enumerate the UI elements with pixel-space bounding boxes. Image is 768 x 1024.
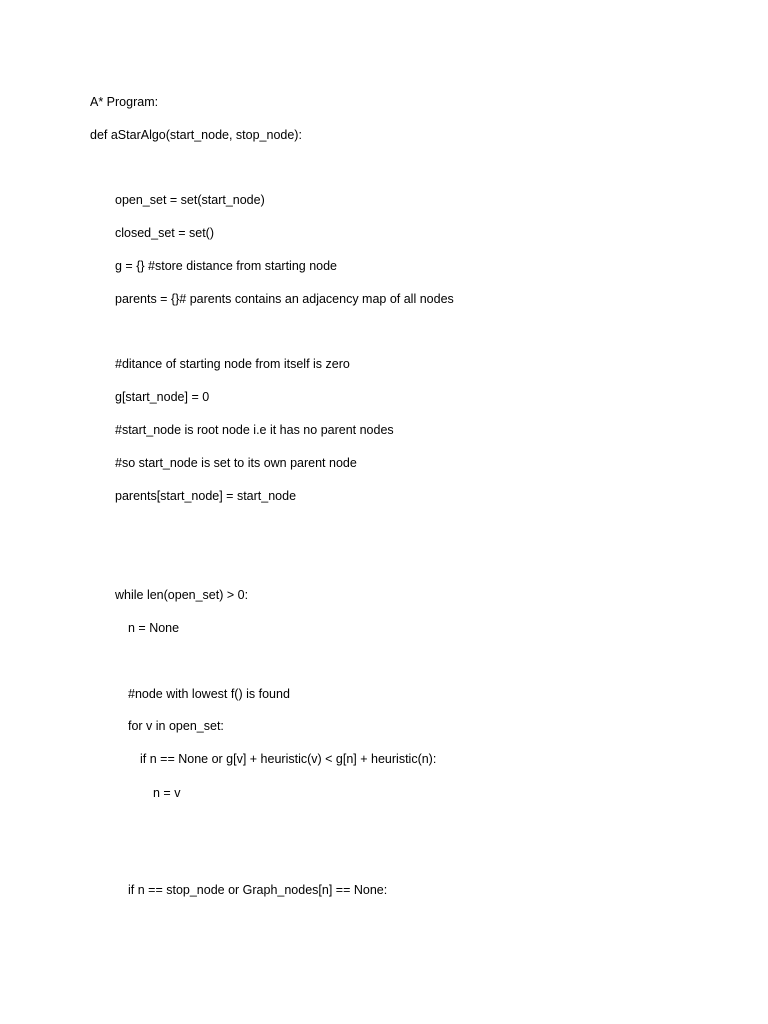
code-line: if n == None or g[v] + heuristic(v) < g[n] + heuristic(n): [140,752,437,766]
code-line: closed_set = set() [115,226,215,240]
code-line: def aStarAlgo(start_node, stop_node): [90,128,302,142]
code-line: parents[start_node] = start_node [115,489,297,503]
code-line: for v in open_set: [128,719,224,733]
code-line: g[start_node] = 0 [115,390,210,404]
code-line: #so start_node is set to its own parent node [115,456,357,470]
code-line: parents = {}# parents contains an adjacency map of all nodes [115,292,454,306]
code-line: n = v [153,786,181,800]
code-line: #node with lowest f() is found [128,687,290,701]
code-line: n = None [128,621,180,635]
code-line: #ditance of starting node from itself is zero [115,357,350,371]
code-line: open_set = set(start_node) [115,193,265,207]
document-heading: A* Program: [90,95,159,109]
code-line: #start_node is root node i.e it has no parent nodes [115,423,394,437]
code-line: while len(open_set) > 0: [115,588,249,602]
code-line: if n == stop_node or Graph_nodes[n] == None: [128,883,388,897]
code-line: g = {} #store distance from starting node [115,259,338,273]
